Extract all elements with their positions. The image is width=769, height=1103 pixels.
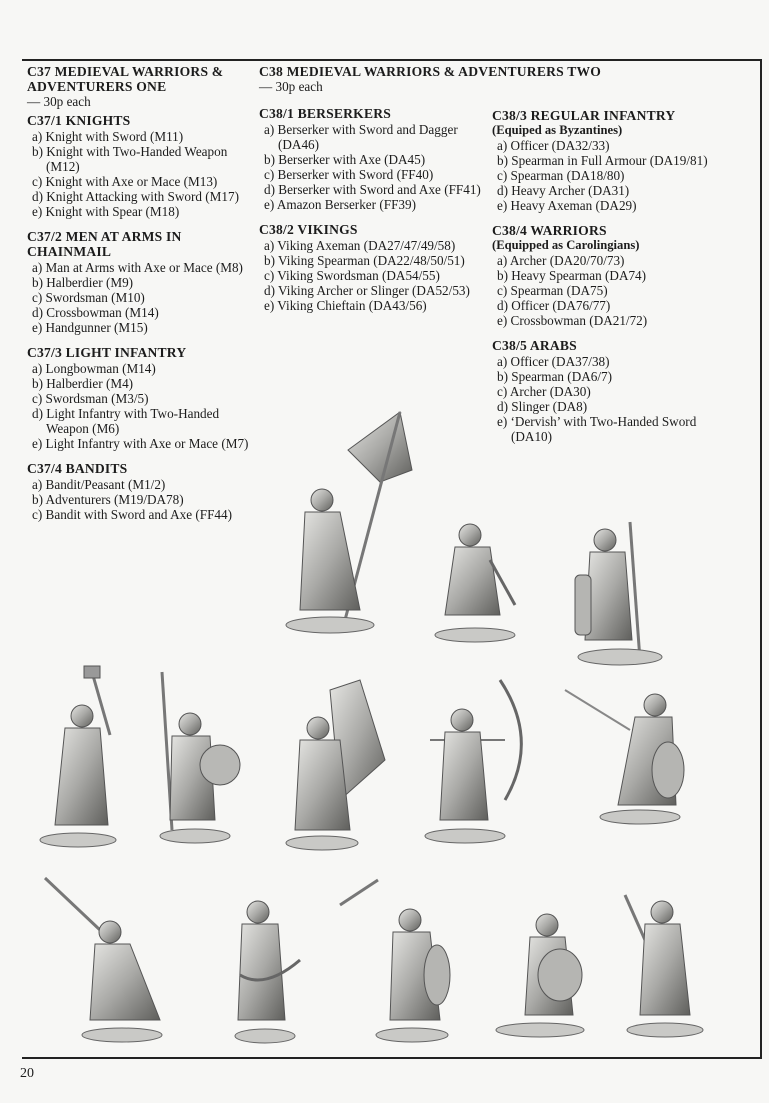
miniature-axeman-with-shield <box>340 880 450 1042</box>
c38-3-title: C38/3 REGULAR INFANTRY <box>492 108 676 123</box>
c38-3-subtitle: (Equiped as Byzantines) <box>492 123 623 137</box>
list-item: e) Crossbowman (DA21/72) <box>497 313 648 328</box>
list-item: e) ‘Dervish’ with Two-Handed Sword (DA10) <box>497 414 697 444</box>
miniature-axeman-chainmail <box>625 895 703 1037</box>
list-item: b) Halberdier (M4) <box>32 376 134 391</box>
list-item: a) Bandit/Peasant (M1/2) <box>32 477 166 492</box>
page-number: 20 <box>20 1066 34 1081</box>
list-item: b) Adventurers (M19/DA78) <box>32 492 184 507</box>
c38-4-subtitle: (Equipped as Carolingians) <box>492 238 640 252</box>
list-item: c) Knight with Axe or Mace (M13) <box>32 174 218 189</box>
miniature-helmeted-spearman <box>160 672 240 843</box>
c37-4-title: C37/4 BANDITS <box>27 461 128 476</box>
miniature-spearman-with-shield <box>575 522 662 665</box>
list-item: e) Handgunner (M15) <box>32 320 148 335</box>
list-item: a) Berserker with Sword and Dagger (DA46) <box>264 122 458 152</box>
miniature-archer-drawing-bow <box>425 680 521 843</box>
c37-3-title: C37/3 LIGHT INFANTRY <box>27 345 187 360</box>
miniature-swordsman <box>435 524 515 642</box>
list-item: c) Swordsman (M10) <box>32 290 145 305</box>
miniature-archer-round-shield <box>496 914 584 1037</box>
list-item: b) Knight with Two-Handed Weapon (M12) <box>32 144 228 174</box>
list-item: b) Halberdier (M9) <box>32 275 134 290</box>
c37-1-title: C37/1 KNIGHTS <box>27 113 131 128</box>
c37-title-line1: C37 MEDIEVAL WARRIORS & <box>27 64 224 79</box>
list-item: d) Knight Attacking with Sword (M17) <box>32 189 239 204</box>
miniature-amazon-berserker <box>45 878 162 1042</box>
list-item: c) Spearman (DA75) <box>497 283 608 298</box>
list-item: c) Archer (DA30) <box>497 384 591 399</box>
list-item: a) Officer (DA37/38) <box>497 354 610 369</box>
list-item: e) Knight with Spear (M18) <box>32 204 180 219</box>
list-item: e) Heavy Axeman (DA29) <box>497 198 637 213</box>
list-item: b) Heavy Spearman (DA74) <box>497 268 647 283</box>
miniature-swordsman-shield <box>565 690 684 824</box>
list-item: a) Man at Arms with Axe or Mace (M8) <box>32 260 243 275</box>
list-item: b) Spearman (DA6/7) <box>497 369 612 384</box>
c38-price: — 30p each <box>259 79 323 94</box>
c37-2-title-line1: C37/2 MEN AT ARMS IN <box>27 229 182 244</box>
miniature-crossbowman <box>235 901 300 1043</box>
list-item: c) Bandit with Sword and Axe (FF44) <box>32 507 232 522</box>
list-item: d) Berserker with Sword and Axe (FF41) <box>264 182 481 197</box>
list-item: b) Berserker with Axe (DA45) <box>264 152 426 167</box>
c38-4-title: C38/4 WARRIORS <box>492 223 607 238</box>
list-item: c) Swordsman (M3/5) <box>32 391 149 406</box>
list-item: c) Berserker with Sword (FF40) <box>264 167 434 182</box>
c38-title: C38 MEDIEVAL WARRIORS & ADVENTURERS TWO <box>259 64 602 79</box>
list-item: a) Knight with Sword (M11) <box>32 129 184 144</box>
list-item: a) Viking Axeman (DA27/47/49/58) <box>264 238 456 253</box>
list-item: e) Amazon Berserker (FF39) <box>264 197 416 212</box>
c37-price: — 30p each <box>27 94 91 109</box>
c38-1-title: C38/1 BERSERKERS <box>259 106 391 121</box>
c37-title-line2: ADVENTURERS ONE <box>27 79 167 94</box>
list-item: a) Officer (DA32/33) <box>497 138 610 153</box>
list-item: d) Heavy Archer (DA31) <box>497 183 630 198</box>
list-item: a) Archer (DA20/70/73) <box>497 253 625 268</box>
list-item: a) Longbowman (M14) <box>32 361 156 376</box>
list-item: c) Spearman (DA18/80) <box>497 168 625 183</box>
list-item: d) Light Infantry with Two-Handed Weapon (M6) <box>32 406 220 436</box>
list-item: b) Viking Spearman (DA22/48/50/51) <box>264 253 465 268</box>
list-item: d) Officer (DA76/77) <box>497 298 611 313</box>
miniature-standard-bearer <box>286 412 412 633</box>
list-item: c) Viking Swordsman (DA54/55) <box>264 268 440 283</box>
list-item: d) Slinger (DA8) <box>497 399 588 414</box>
c38-5-title: C38/5 ARABS <box>492 338 577 353</box>
list-item: d) Crossbowman (M14) <box>32 305 159 320</box>
c38-2-title: C38/2 VIKINGS <box>259 222 358 237</box>
list-item: e) Light Infantry with Axe or Mace (M7) <box>32 436 249 451</box>
list-item: e) Viking Chieftain (DA43/56) <box>264 298 427 313</box>
c37-2-title-line2: CHAINMAIL <box>27 244 112 259</box>
list-item: d) Viking Archer or Slinger (DA52/53) <box>264 283 470 298</box>
miniature-banner-warrior <box>286 680 385 850</box>
miniature-axe-barbarian <box>40 666 116 847</box>
list-item: b) Spearman in Full Armour (DA19/81) <box>497 153 708 168</box>
